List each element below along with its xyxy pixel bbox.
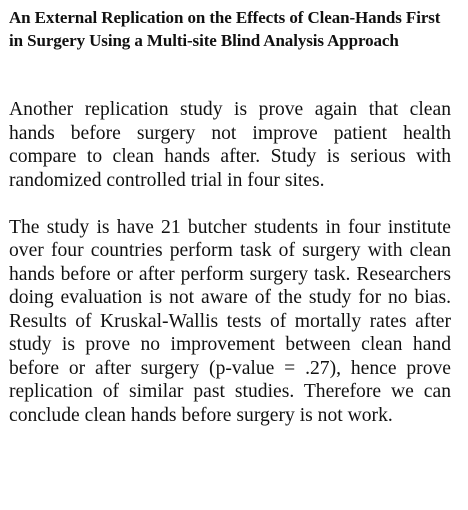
abstract-paragraph-2: The study is have 21 butcher students in four institute over four countries perform task of surgery with clean hands before or after perform surgery task. Researchers doing evaluation is not aware of the study for no bias. Results of Kruskal-Wallis tests of mortally rates after study is prove no improvement between clean hand before or after surgery (p-value = .27), hence prove replication of similar past studies. Therefore we can conclude clean hands before surgery is not work. xyxy=(9,216,451,426)
document-title: An External Replication on the Effects of Clean-Hands First in Surgery Using a Multi-site Blind Analysis Approach xyxy=(9,8,441,50)
abstract-paragraph-1: Another replication study is prove again that clean hands before surgery not improve patient health compare to clean hands after. Study is serious with randomized controlled trial in four sites. xyxy=(9,99,451,191)
document-page xyxy=(9,6,451,427)
